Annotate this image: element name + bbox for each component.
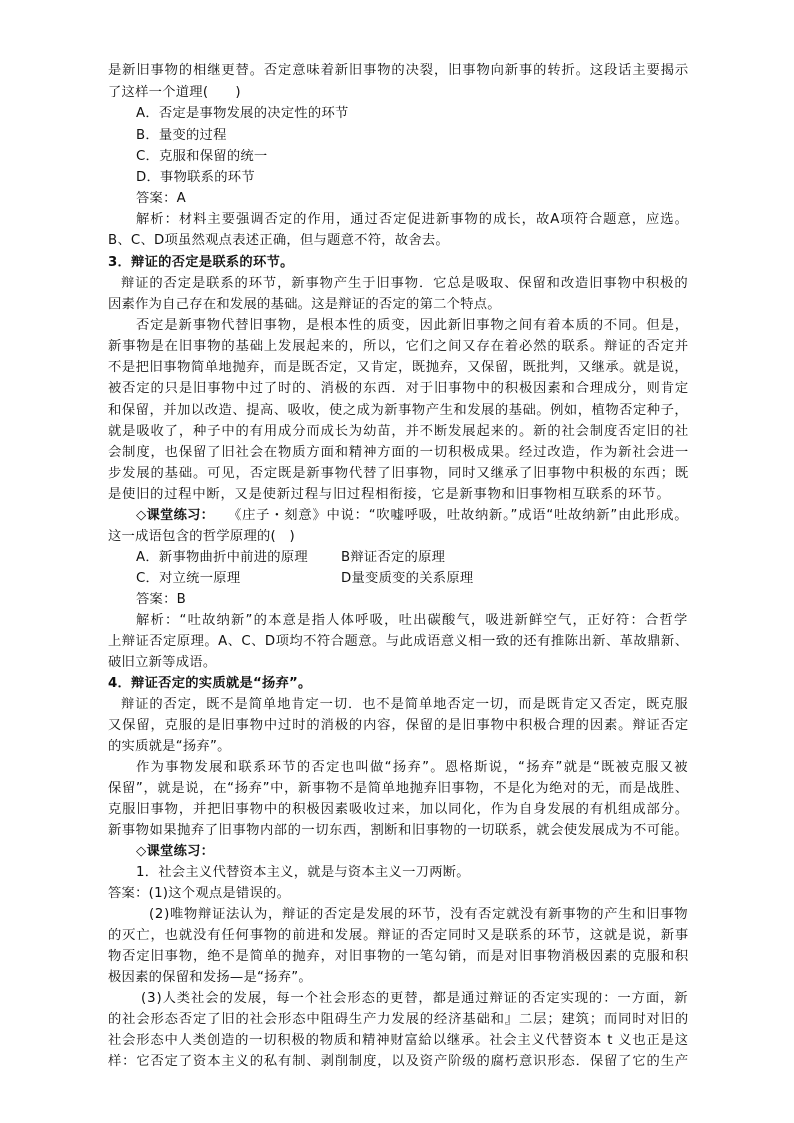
text-line: 这一成语包含的哲学原理的( ) xyxy=(108,529,295,544)
text-line: 和保留，并加以改造、提高、吸收，使之成为新事物产生和发展的基础。例如，植物否定种子， xyxy=(108,403,689,418)
text-line: 解析：“吐故纳新”的本意是指人体呼吸，吐出碳酸气，吸进新鲜空气，正好符：合哲学 xyxy=(136,613,689,628)
text-line: 因素作为自己存在和发展的基础。这是辩证的否定的第二个特点。 xyxy=(108,297,501,312)
text-line: 上辩证否定原理。A、C、D项均不符合题意。与此成语意义相一致的还有推陈出新、革故鼎新、 xyxy=(108,634,689,649)
text-line: 答案：B xyxy=(136,592,187,607)
section-heading-line: 4．辩证否定的实质就是“扬弃”。 xyxy=(108,676,312,691)
text-line: 克服旧事物，并把旧事物中的积极因素吸收过来，加以同化，作为自身发展的有机组成部分。 xyxy=(108,802,690,817)
text-line: 是新旧事物的相继更替。否定意味着新旧事物的决裂，旧事物向新事的转折。这段话主要揭示 xyxy=(108,63,690,78)
text-line: C．对立统一原理 xyxy=(136,571,241,586)
section-heading-line: ◇课堂练习： xyxy=(136,508,215,523)
text-line: 就是吸收了，种子中的有用成分而成长为幼苗，并不断发展起来的。新的社会制度否定旧的社 xyxy=(108,424,690,439)
text-line: 不是把旧事物简单地抛弃，而是既否定，又肯定，既抛弃，又保留，既批判，又继承。就是说， xyxy=(108,360,689,375)
text-line: (2)唯物辩证法认为，辩证的否定是发展的环节，没有否定就没有新事物的产生和旧事物 xyxy=(149,907,689,922)
text-line: D．事物联系的环节 xyxy=(136,170,255,185)
text-line: 物否定旧事物，绝不是简单的抛弃，对旧事物的一笔勾销，而是对旧事物消极因素的克服和积 xyxy=(108,949,690,964)
text-line: 《庄子・刻意》中说：“吹嘘呼吸，吐故纳新。”成语“吐故纳新”由此形成。 xyxy=(228,508,689,523)
text-line: D量变质变的关系原理 xyxy=(341,571,474,586)
text-line: 答案：(1)这个观点是错误的。 xyxy=(108,886,291,901)
text-line: 作为事物发展和联系环节的否定也叫做“扬弃”。恩格斯说，“扬弃”就是“既被克服又被 xyxy=(136,760,689,775)
text-line: 的社会形态否定了旧的社会形态中阻碍生产力发展的经济基础和』二层；建筑；而同时对旧的 xyxy=(108,1012,690,1027)
text-line: 否定是新事物代替旧事物，是根本性的质变，因此新旧事物之间有着本质的不同。但是， xyxy=(136,318,689,333)
text-line: 样：它否定了资本主义的私有制、剥削制度，以及资产阶级的腐朽意识形态．保留了它的生产 xyxy=(108,1054,690,1069)
text-line: 的实质就是“扬弃”。 xyxy=(108,739,231,754)
text-line: 是使旧的过程中断，又是使新过程与旧过程相衔接，它是新事物和旧事物相互联系的环节。 xyxy=(108,487,671,502)
text-line: 又保留，克服的是旧事物中过时的消极的内容，保留的是旧事物中积极合理的因素。辩证否定 xyxy=(108,718,690,733)
text-line: 步发展的基础。可见，否定既是新事物代替了旧事物，同时又继承了旧事物中积极的东西；既 xyxy=(108,466,690,481)
text-line: 破旧立新等成语。 xyxy=(108,655,217,670)
text-line: A．新事物曲折中前进的原理 xyxy=(136,550,308,565)
text-line: 极因素的保留和发扬—是“扬弃”。 xyxy=(108,970,312,985)
text-line: B．量变的过程 xyxy=(136,128,227,143)
text-line: B、C、D项虽然观点表述正确，但与题意不符，故舍去。 xyxy=(108,233,449,248)
text-line: B辩证否定的原理 xyxy=(341,550,446,565)
text-line: 会制度，也保留了旧社会在物质方面和精神方面的一切积极成果。经过改造，作为新社会进一 xyxy=(108,445,690,460)
section-heading-line: 3．辩证的否定是联系的环节。 xyxy=(108,255,294,270)
text-line: C．克服和保留的统一 xyxy=(136,149,268,164)
text-line: 被否定的只是旧事物中过了时的、消极的东西．对于旧事物中的积极因素和合理成分，则肯定 xyxy=(108,381,690,396)
section-heading-line: ◇课堂练习： xyxy=(136,844,215,859)
text-line: 答案：A xyxy=(136,191,186,206)
text-line: A．否定是事物发展的决定性的环节 xyxy=(136,106,349,121)
text-line: (3)人类社会的发展，每一个社会形态的更替，都是通过辩证的否定实现的：一方面，新 xyxy=(141,991,689,1006)
text-line: 解析：材料主要强调否定的作用，通过否定促进新事物的成长，故A项符合题意，应选。 xyxy=(136,212,689,227)
text-line: 新事物是在旧事物的基础上发展起来的，所以，它们之间又存在着必然的联系。辩证的否定并 xyxy=(108,339,690,354)
text-line: 的灭亡，也就没有任何事物的前进和发展。辩证的否定同时又是联系的环节，这就是说，新事 xyxy=(108,928,690,943)
text-line: 1．社会主义代替资本主义，就是与资本主义一刀两断。 xyxy=(136,865,470,880)
text-line: 辩证的否定是联系的环节，新事物产生于旧事物．它总是吸取、保留和改造旧事物中积极的 xyxy=(121,276,689,291)
text-line: 社会形态中人类创造的一切积极的物质和精神财富給以继承。社会主义代替资本 t 义也正是这 xyxy=(108,1033,689,1048)
text-line: 辩证的否定，既不是简单地肯定一切．也不是简单地否定一切，而是既肯定又否定，既克服 xyxy=(121,697,689,712)
text-line: 新事物如果抛弃了旧事物内部的一切东西，割断和旧事物的一切联系，就会使发展成为不可能。 xyxy=(108,823,689,838)
text-line: 了这样一个道理( ) xyxy=(108,85,241,100)
text-line: 保留”，就是说，在“扬弃”中，新事物不是简单地抛弃旧事物，不是化为绝对的无，而是战胜、 xyxy=(108,781,689,796)
